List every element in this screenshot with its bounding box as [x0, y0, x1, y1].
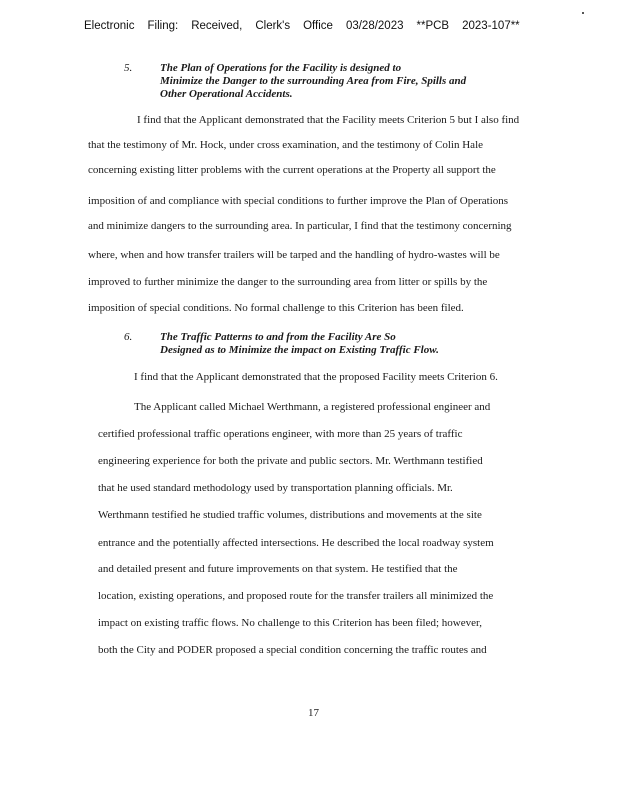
section-5-title-line: Other Operational Accidents. [160, 88, 293, 100]
body-line: imposition of special conditions. No formal challenge to this Criterion has been filed. [88, 302, 464, 314]
scan-speck [582, 12, 584, 14]
body-line: I find that the Applicant demonstrated that the proposed Facility meets Criterion 6. [134, 371, 498, 383]
body-line: The Applicant called Michael Werthmann, a registered professional engineer and [134, 401, 491, 413]
body-line: improved to further minimize the danger to the surrounding area from litter or spills by the [88, 276, 488, 288]
stamp-received: Received, [191, 20, 243, 32]
body-line: impact on existing traffic flows. No challenge to this Criterion has been filed; however, [98, 617, 482, 629]
section-6-title-line: The Traffic Patterns to and from the Facility Are So [160, 331, 396, 343]
body-line: and detailed present and future improvements on that system. He testified that the [98, 563, 458, 575]
body-line: concerning existing litter problems with the current operations at the Property all support the [88, 164, 496, 176]
section-6-number: 6. [124, 331, 133, 343]
section-5-title-line: Minimize the Danger to the surrounding Area from Fire, Spills and [160, 75, 467, 87]
body-line: location, existing operations, and proposed route for the transfer trailers all minimized the [98, 590, 494, 602]
section-5-number: 5. [124, 62, 133, 74]
body-line: where, when and how transfer trailers will be tarped and the handling of hydro-wastes will be [88, 249, 500, 261]
stamp-docket: **PCB [416, 20, 450, 32]
body-line: engineering experience for both the private and public sectors. Mr. Werthmann testified [98, 455, 483, 467]
stamp-date: 03/28/2023 [345, 20, 404, 32]
stamp-clerks: Clerk's [255, 20, 291, 32]
stamp-filing: Filing: [147, 20, 179, 32]
body-line: entrance and the potentially affected intersections. He described the local roadway system [98, 537, 494, 549]
body-line: imposition of and compliance with special conditions to further improve the Plan of Operations [88, 195, 509, 207]
body-line: and minimize dangers to the surrounding area. In particular, I find that the testimony concerning [88, 220, 512, 232]
section-6-title-line: Designed as to Minimize the impact on Existing Traffic Flow. [160, 344, 439, 356]
filing-stamp [84, 20, 544, 32]
body-line: that he used standard methodology used by transportation planning officials. Mr. [98, 482, 453, 494]
page-number: 17 [308, 707, 319, 719]
stamp-electronic: Electronic [84, 20, 135, 32]
body-line: Werthmann testified he studied traffic volumes, distributions and movements at the site [98, 509, 482, 521]
stamp-number: 2023-107** [462, 20, 520, 32]
section-5-title-line: The Plan of Operations for the Facility is designed to [160, 62, 402, 74]
body-line: both the City and PODER proposed a special condition concerning the traffic routes and [98, 644, 487, 656]
body-line: that the testimony of Mr. Hock, under cross examination, and the testimony of Colin Hale [88, 139, 484, 151]
body-line: certified professional traffic operations engineer, with more than 25 years of traffic [98, 428, 463, 440]
stamp-office: Office [303, 20, 333, 32]
body-line: I find that the Applicant demonstrated that the Facility meets Criterion 5 but I also find [137, 114, 520, 126]
